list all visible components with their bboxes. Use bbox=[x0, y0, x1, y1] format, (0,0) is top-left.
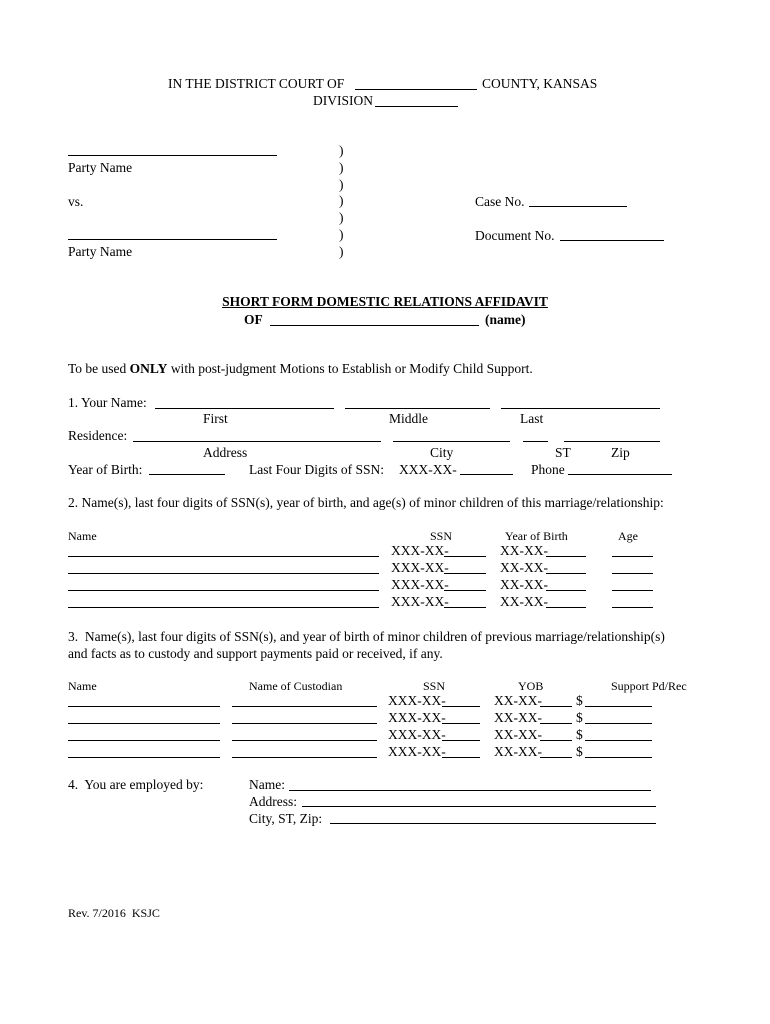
zip-caption: Zip bbox=[611, 445, 630, 460]
case-no-label: Case No. bbox=[475, 194, 525, 209]
support-amount-field[interactable] bbox=[585, 723, 652, 724]
case-no-field[interactable] bbox=[529, 206, 627, 207]
prev-child-yob-field[interactable] bbox=[540, 757, 572, 758]
child-ssn-field[interactable] bbox=[444, 573, 486, 574]
child-yob-prefix: XX-XX- bbox=[500, 594, 548, 609]
employer-address-field[interactable] bbox=[302, 806, 656, 807]
last-name-field[interactable] bbox=[501, 408, 660, 409]
custodian-name-field[interactable] bbox=[232, 723, 377, 724]
child-name-field[interactable] bbox=[68, 590, 379, 591]
prev-child-yob-prefix: XX-XX- bbox=[494, 710, 542, 725]
custodian-name-field[interactable] bbox=[232, 740, 377, 741]
prev-child-ssn-prefix: XXX-XX- bbox=[388, 710, 446, 725]
residence-state-field[interactable] bbox=[523, 441, 548, 442]
prev-child-yob-field[interactable] bbox=[540, 740, 572, 741]
residence-city-field[interactable] bbox=[393, 441, 510, 442]
section3-col-support: Support Pd/Rec bbox=[611, 679, 687, 693]
child-ssn-prefix: XXX-XX- bbox=[391, 577, 449, 592]
court-prefix: IN THE DISTRICT COURT OF bbox=[168, 76, 345, 91]
phone-field[interactable] bbox=[568, 474, 672, 475]
section2-heading: 2. Name(s), last four digits of SSN(s), year of birth, and age(s) of minor children of this marriage/relationship: bbox=[68, 495, 664, 510]
prev-child-ssn-field[interactable] bbox=[442, 723, 480, 724]
prev-child-ssn-prefix: XXX-XX- bbox=[388, 727, 446, 742]
child-yob-prefix: XX-XX- bbox=[500, 577, 548, 592]
middle-name-field[interactable] bbox=[345, 408, 490, 409]
address-caption: Address bbox=[203, 445, 248, 460]
residence-zip-field[interactable] bbox=[564, 441, 660, 442]
child-ssn-prefix: XXX-XX- bbox=[391, 594, 449, 609]
section3-heading-line2: and facts as to custody and support payments paid or received, if any. bbox=[68, 646, 443, 661]
support-dollar-sign: $ bbox=[576, 727, 583, 742]
section3-col-name: Name bbox=[68, 679, 97, 693]
section2-col-name: Name bbox=[68, 529, 97, 543]
city-caption: City bbox=[430, 445, 454, 460]
prev-child-yob-prefix: XX-XX- bbox=[494, 744, 542, 759]
child-ssn-field[interactable] bbox=[444, 607, 486, 608]
ssn-prefix: XXX-XX- bbox=[399, 462, 457, 477]
child-ssn-field[interactable] bbox=[444, 556, 486, 557]
party2-name-field[interactable] bbox=[68, 239, 277, 240]
support-amount-field[interactable] bbox=[585, 740, 652, 741]
child-yob-field[interactable] bbox=[546, 556, 586, 557]
child-yob-field[interactable] bbox=[546, 573, 586, 574]
child-yob-field[interactable] bbox=[546, 607, 586, 608]
year-of-birth-label: Year of Birth: bbox=[68, 462, 143, 477]
prev-child-ssn-field[interactable] bbox=[442, 706, 480, 707]
vs-label: vs. bbox=[68, 194, 84, 209]
employer-name-label: Name: bbox=[249, 777, 285, 792]
prev-child-name-field[interactable] bbox=[68, 706, 220, 707]
custodian-name-field[interactable] bbox=[232, 706, 377, 707]
ssn-label: Last Four Digits of SSN: bbox=[249, 462, 385, 477]
affiant-name-field[interactable] bbox=[270, 325, 479, 326]
child-age-field[interactable] bbox=[612, 607, 653, 608]
phone-label: Phone bbox=[531, 462, 565, 477]
form-title: SHORT FORM DOMESTIC RELATIONS AFFIDAVIT bbox=[222, 294, 548, 309]
intro-emphasis: ONLY bbox=[129, 361, 168, 376]
child-ssn-prefix: XXX-XX- bbox=[391, 543, 449, 558]
prev-child-name-field[interactable] bbox=[68, 757, 220, 758]
section2-col-age: Age bbox=[618, 529, 638, 543]
prev-child-yob-field[interactable] bbox=[540, 723, 572, 724]
child-name-field[interactable] bbox=[68, 607, 379, 608]
state-caption: ST bbox=[555, 445, 571, 460]
court-suffix: COUNTY, KANSAS bbox=[482, 76, 598, 91]
prev-child-ssn-prefix: XXX-XX- bbox=[388, 693, 446, 708]
party2-label: Party Name bbox=[68, 244, 133, 259]
employer-name-field[interactable] bbox=[289, 790, 651, 791]
support-dollar-sign: $ bbox=[576, 744, 583, 759]
child-age-field[interactable] bbox=[612, 590, 653, 591]
child-yob-field[interactable] bbox=[546, 590, 586, 591]
prev-child-ssn-field[interactable] bbox=[442, 757, 480, 758]
prev-child-ssn-field[interactable] bbox=[442, 740, 480, 741]
party1-name-field[interactable] bbox=[68, 155, 277, 156]
section3-heading-line1: 3. Name(s), last four digits of SSN(s), and year of birth of minor children of previous marriage/relationship(s) bbox=[68, 629, 665, 644]
prev-child-yob-field[interactable] bbox=[540, 706, 572, 707]
residence-address-field[interactable] bbox=[133, 441, 381, 442]
child-yob-prefix: XX-XX- bbox=[500, 543, 548, 558]
employer-city-field[interactable] bbox=[330, 823, 656, 824]
section3-col-ssn: SSN bbox=[423, 679, 446, 693]
prev-child-ssn-prefix: XXX-XX- bbox=[388, 744, 446, 759]
child-yob-prefix: XX-XX- bbox=[500, 560, 548, 575]
support-amount-field[interactable] bbox=[585, 706, 652, 707]
caption-parentheses: ) ) ) ) ) ) ) bbox=[339, 143, 344, 259]
middle-caption: Middle bbox=[389, 411, 428, 426]
prev-child-yob-prefix: XX-XX- bbox=[494, 727, 542, 742]
intro-suffix: with post-judgment Motions to Establish or Modify Child Support. bbox=[167, 361, 533, 376]
party1-label: Party Name bbox=[68, 160, 133, 175]
prev-child-name-field[interactable] bbox=[68, 723, 220, 724]
custodian-name-field[interactable] bbox=[232, 757, 377, 758]
section2-col-yob: Year of Birth bbox=[505, 529, 568, 543]
child-ssn-field[interactable] bbox=[444, 590, 486, 591]
first-caption: First bbox=[203, 411, 228, 426]
prev-child-yob-prefix: XX-XX- bbox=[494, 693, 542, 708]
child-ssn-prefix: XXX-XX- bbox=[391, 560, 449, 575]
intro-text bbox=[68, 361, 533, 377]
name-hint-label: (name) bbox=[485, 312, 526, 327]
support-amount-field[interactable] bbox=[585, 757, 652, 758]
ssn-last4-field[interactable] bbox=[460, 474, 513, 475]
prev-child-name-field[interactable] bbox=[68, 740, 220, 741]
division-field[interactable] bbox=[375, 106, 458, 107]
last-caption: Last bbox=[520, 411, 544, 426]
first-name-field[interactable] bbox=[155, 408, 334, 409]
intro-prefix: To be used bbox=[68, 361, 130, 376]
section3-col-custodian: Name of Custodian bbox=[249, 679, 343, 693]
employed-by-label: 4. You are employed by: bbox=[68, 777, 204, 792]
support-dollar-sign: $ bbox=[576, 693, 583, 708]
county-field[interactable] bbox=[355, 89, 477, 90]
child-age-field[interactable] bbox=[612, 573, 653, 574]
year-of-birth-field[interactable] bbox=[149, 474, 225, 475]
of-label: OF bbox=[244, 312, 263, 327]
employer-city-label: City, ST, Zip: bbox=[249, 811, 323, 826]
revision-footer: Rev. 7/2016 KSJC bbox=[68, 906, 160, 920]
section3-col-yob: YOB bbox=[518, 679, 544, 693]
support-dollar-sign: $ bbox=[576, 710, 583, 725]
residence-label: Residence: bbox=[68, 428, 128, 443]
division-label: DIVISION bbox=[313, 93, 373, 108]
document-no-label: Document No. bbox=[475, 228, 555, 243]
child-name-field[interactable] bbox=[68, 556, 379, 557]
child-age-field[interactable] bbox=[612, 556, 653, 557]
employer-address-label: Address: bbox=[249, 794, 297, 809]
your-name-label: 1. Your Name: bbox=[68, 395, 147, 410]
document-no-field[interactable] bbox=[560, 240, 664, 241]
child-name-field[interactable] bbox=[68, 573, 379, 574]
section2-col-ssn: SSN bbox=[430, 529, 453, 543]
